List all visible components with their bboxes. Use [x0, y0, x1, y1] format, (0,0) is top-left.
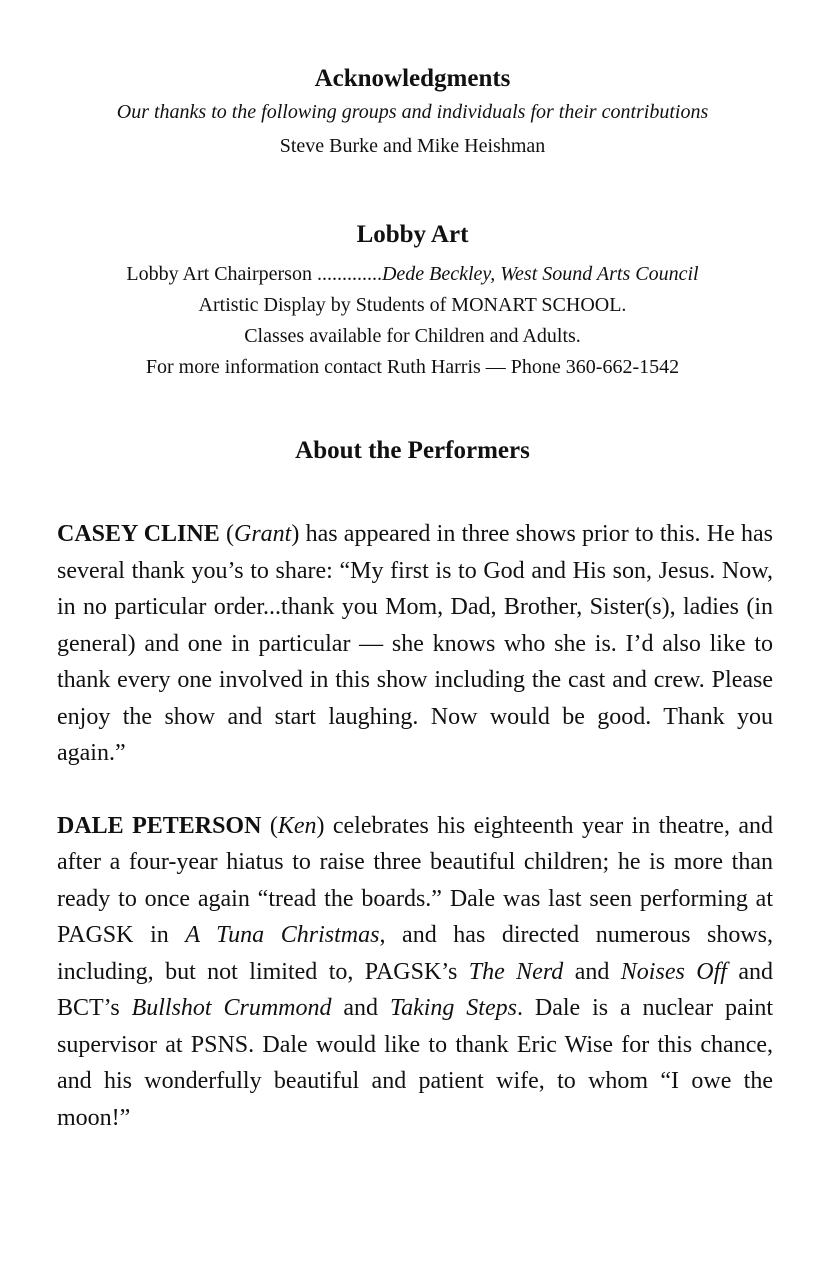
lobby-art-classes-line: Classes available for Children and Adults.	[244, 325, 581, 347]
chair-label: Lobby Art Chairperson .............	[126, 263, 382, 285]
bio-text: ) celebrates his eighteenth year in theatre, and after a four-year hiatus to raise three beautiful children; he is more than ready to once again “tread the boards.” Dale was last seen performing at PAGSK in	[57, 812, 774, 948]
performers-heading: About the Performers	[295, 437, 530, 464]
show-title: Taking Steps	[389, 995, 517, 1021]
acknowledgments-section	[0, 64, 825, 160]
performer-name: CASEY CLINE	[57, 521, 220, 547]
performer-bios	[57, 516, 773, 1136]
show-title: The Nerd	[468, 958, 564, 985]
role-open: (	[219, 521, 234, 547]
bio-text: ) has appeared in three shows prior to this. He has several thank you’s to share: “My first is to God and His son, Jesus. Now, in no particular order...thank you Mom, Dad, Brother, Sister(s), ladies (in general) and one in particular — she knows who she is. I’d also like to thank every one involved in this show including the cast and crew. Please enjoy the show and start laughing. Now would be good. Thank you again.”	[57, 521, 774, 766]
bio-text: , and has directed numerous shows, including, but not limited to, PAGSK’s	[57, 922, 774, 985]
bio-text: and	[331, 995, 390, 1021]
bio-casey-cline	[57, 516, 773, 772]
show-title: Noises Off	[620, 958, 727, 985]
performer-role: Ken	[277, 812, 317, 839]
lobby-art-lines	[0, 259, 825, 383]
lobby-art-chair-line	[0, 259, 825, 290]
lobby-art-section	[0, 220, 825, 383]
bio-text: . Dale is a nuclear paint supervisor at PSNS. Dale would like to thank Eric Wise for this chance, and his wonderfully beautiful and patient wife, to whom “I owe the moon!”	[57, 995, 774, 1131]
show-title: Bullshot Crummond	[131, 995, 332, 1021]
lobby-art-display-line: Artistic Display by Students of MONART SCHOOL.	[198, 294, 627, 316]
bio-text: and BCT’s	[57, 958, 773, 1021]
performer-role: Grant	[233, 521, 292, 547]
show-title: A Tuna Christmas	[185, 922, 380, 948]
lobby-art-contact-line: For more information contact Ruth Harris — Phone 360-662-1542	[145, 356, 680, 378]
role-open: (	[261, 812, 278, 839]
chair-name: Dede Beckley, West Sound Arts Council	[381, 263, 699, 285]
performers-section	[0, 436, 825, 466]
bio-dale-peterson	[57, 808, 773, 1137]
acknowledgments-heading: Acknowledgments	[314, 65, 511, 92]
acknowledgments-names: Steve Burke and Mike Heishman	[279, 135, 546, 157]
bio-text: and	[563, 958, 621, 985]
performer-name: DALE PETERSON	[57, 812, 262, 839]
acknowledgments-subtitle: Our thanks to the following groups and individuals for their contributions	[116, 101, 709, 123]
lobby-art-heading: Lobby Art	[356, 221, 469, 248]
